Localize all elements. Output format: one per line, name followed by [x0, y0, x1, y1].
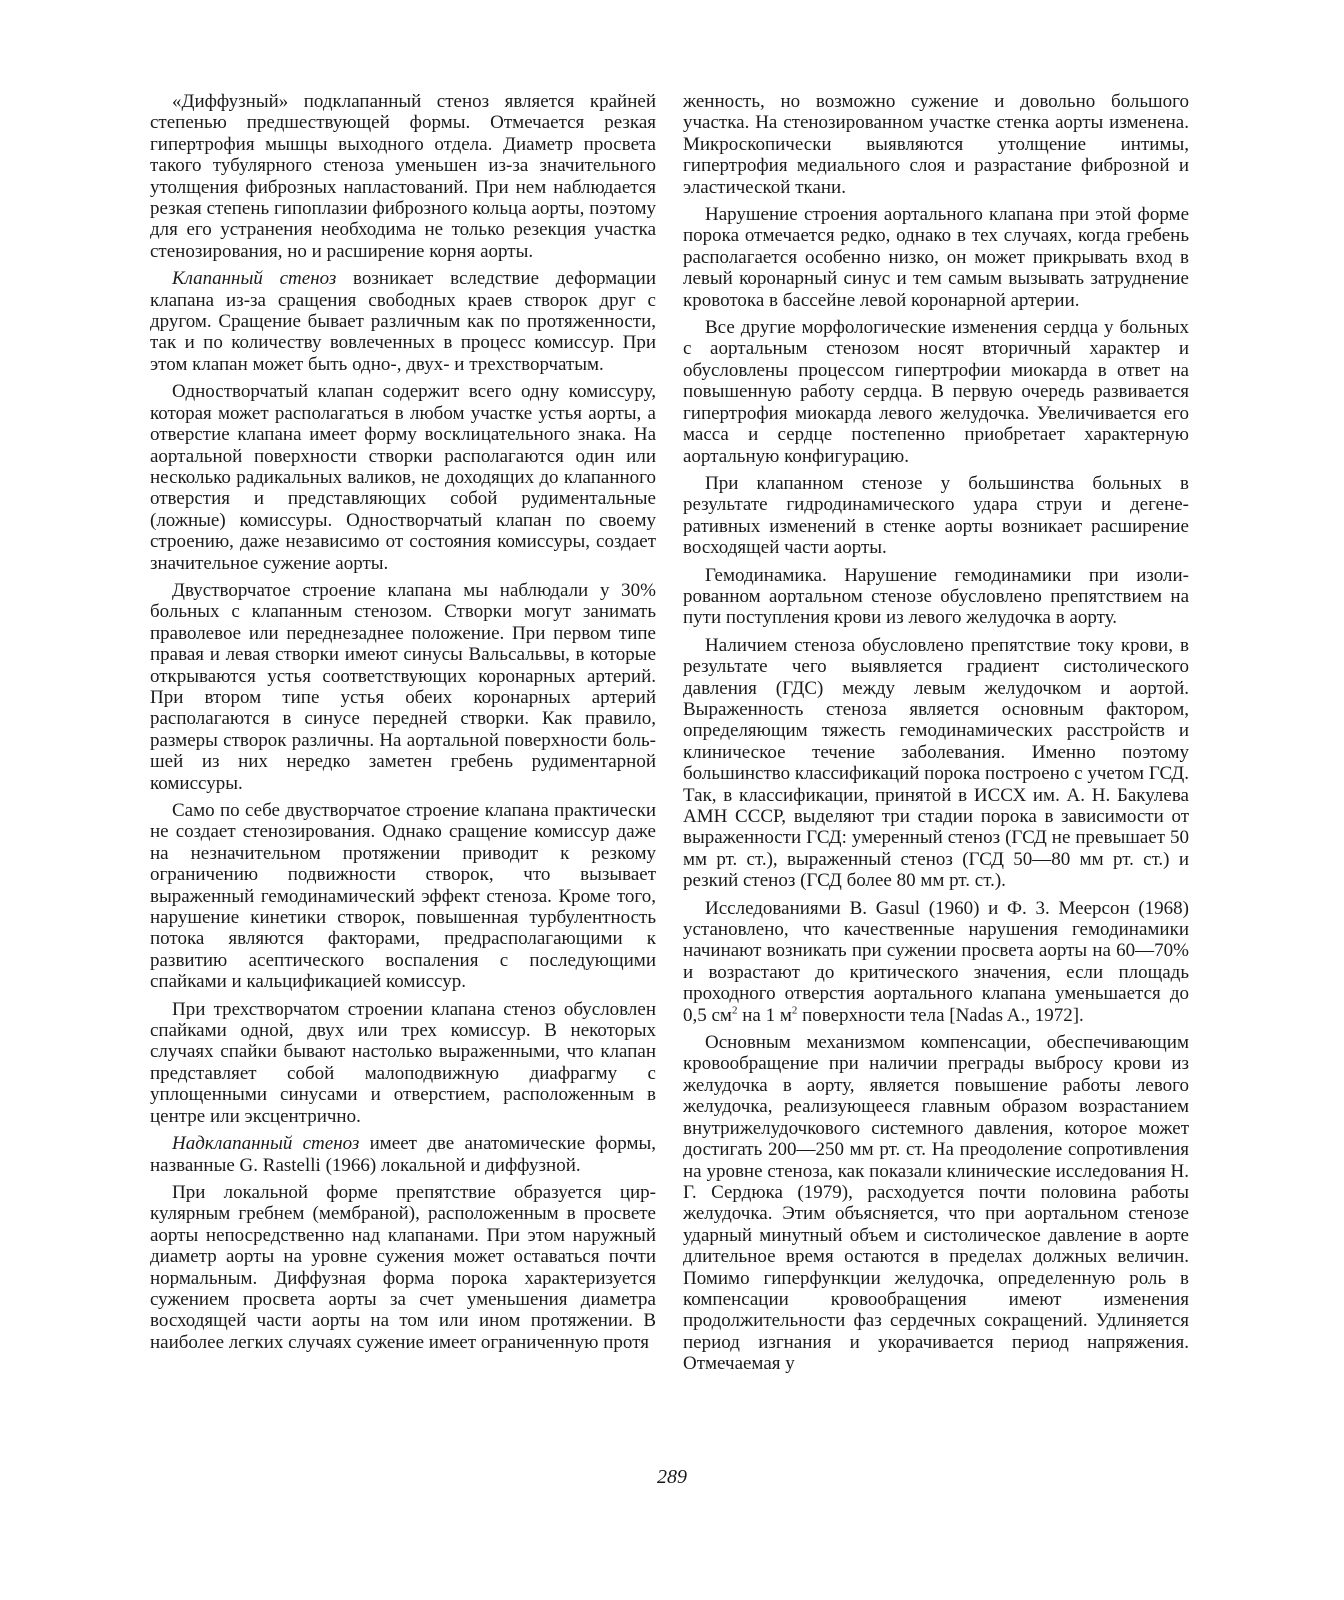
paragraph: При локальной форме препятствие образуется циркулярным гребнем (мембраной), расположенным в просвете аорты непосредственно над клапанами. При этом наружный диаметр аорты на уровне сужения может оставаться почти нормальным. Диффузная форма порока характеризуется сужением просвета аорты за счет уменьшения диаметра восходящей части аорты на том или ином протяжении. В наиболее легких случаях сужение имеет ограниченную протя [150, 1181, 656, 1353]
paragraph-lead: Надклапанный стеноз [172, 1133, 360, 1155]
paragraph: Все другие морфологические изменения сердца у больных с аортальным стенозом носят вторичный характер и обусловлены процессом гипертрофии миокарда в ответ на повышенную работу сердца. В первую очередь развивается гипертрофия миокарда левого желудочка. Увеличивается его масса и сердце постепенно приобретает характерную аортальную конфигурацию. [683, 317, 1189, 467]
superscript: 2 [791, 1004, 798, 1017]
right-column [683, 91, 1189, 1381]
paragraph: Гемодинамика. Нарушение гемодинамики при изолированном аортальном стенозе обусловлено препятствием на пути поступления крови из левого желудочка в аорту. [683, 564, 1189, 629]
paragraph: Наличием стеноза обусловлено препятствие току крови, в результате чего выявляется градиент систолического давления (ГДС) между левым желудочком и аортой. Выраженность стеноза является основным фактором, определяющим тяжесть гемодинамических расстройств и клиническое течение заболевания. Именно поэтому большинство классификаций порока построено с учетом ГСД. Так, в классификации, принятой в ИССХ им. А. Н. Бакулева АМН СССР, выделяют три стадии порока в зависимости от выраженности ГСД: умеренный стеноз (ГСД не превышает 50 мм рт. ст.), выраженный стеноз (ГСД 50—80 мм рт. ст.) и резкий стеноз (ГСД более 80 мм рт. ст.). [683, 634, 1189, 892]
paragraph-body: имеет две анатомические формы, названные G. Rastelli (1966) локальной и диффузной. [150, 1133, 656, 1176]
paragraph-body: возникает вследствие деформации клапана из-за сращения свободных краев створок друг с другом. Сращение бывает различным как по протяженности, так и по количеству вовлеченных в процесс комиссур. При этом клапан может быть одно-, двух- и трехстворчатым. [150, 268, 656, 375]
paragraph: При трехстворчатом строении клапана стеноз обусловлен спайками одной, двух или трех комиссур. В некоторых случаях спайки бывают настолько выраженными, что клапан представляет собой малоподвижную диафрагму с уплощенными синусами и отверстием, расположенным в центре или эксцентрично. [150, 998, 656, 1127]
paragraph [150, 1133, 656, 1176]
paragraph-body: Исследованиями B. Gasul (1960) и Ф. 3. Меерсон (1968) установлено, что качественные нарушения гемодинамики начинают возникать при сужении просвета аорты на 60—70% и возрастают до критического значения, если площадь проходного отверстия аортального клапана уменьшается до 0,5 см [683, 897, 1189, 1026]
page-number: 289 [657, 1466, 687, 1488]
paragraph-lead: Клапанный стеноз [172, 268, 337, 290]
paragraph: Основным механизмом компенсации, обеспечивающим кровообращение при наличии преграды выбросу крови из желудочка в аорту, является повышение работы левого желудочка, реализующееся главным образом возрастанием внутрижелудочкового системного давления, которое может достигать 200—250 мм рт. ст. На преодоление сопротивления на уровне стеноза, как показали клинические исследования Н. Г. Сердюка (1979), расходуется почти половина работы желудочка. Этим объясняется, что при аортальном стенозе ударный минутный объем и систолическое давление в аорте длительное время остаются в пределах должных величин. Помимо гиперфункции желудочка, определенную роль в компенсации кровообращения имеют изменения продолжительности фаз сердечных сокращений. Удлиняется период изгнания и укорачивается период напряжения. Отмечаемая у [683, 1032, 1189, 1375]
paragraph: Само по себе двустворчатое строение клапана практически не создает стенозирования. Однако сращение комиссур даже на незначительном протяжении приводит к резкому ограничению подвижности створок, что вызывает выраженный гемодинамический эффект стеноза. Кроме того, нарушение кинетики створок, повышенная турбулентность потока являются факторами, предрасполагающими к развитию асептического воспаления с последующими спайками и кальцификацией комиссур. [150, 800, 656, 993]
paragraph: женность, но возможно сужение и довольно большого участка. На стенозированном участке стенка аорты изменена. Микроскопически выявляются утолщение интимы, гипертрофия медиального слоя и разрастание фиброзной и эластической ткани. [683, 91, 1189, 198]
paragraph: При клапанном стенозе у большинства больных в результате гидродинамического удара струи и дегенеративных изменений в стенке аорты возникает расширение восходящей части аорты. [683, 472, 1189, 559]
paragraph [683, 898, 1189, 1026]
paragraph [150, 268, 656, 375]
paragraph-body: на 1 м [737, 1004, 792, 1026]
left-column [150, 91, 656, 1359]
paragraph: Нарушение строения аортального клапана при этой форме порока отмечается редко, однако в тех случаях, когда гребень располагается особенно низко, он может прикрывать вход в левый коронарный синус и тем самым вызывать затруднение кровотока в бассейне левой коронарной артерии. [683, 204, 1189, 311]
paragraph: Двустворчатое строение клапана мы наблюдали у 30% больных с клапанным стенозом. Створки могут занимать праволевое или переднезаднее положение. При первом типе правая и левая створки имеют синусы Вальсальвы, в которые открываются устья соответствующих коронарных артерий. При втором типе устья обеих коронарных артерий располагаются в синусе передней створки. Как правило, размеры створок различны. На аортальной поверхности большей из них нередко заметен гребень рудиментарной комиссуры. [150, 579, 656, 794]
paragraph: «Диффузный» подклапанный стеноз является крайней степенью предшествующей формы. Отмечается резкая гипертрофия мышцы выходного отдела. Диаметр просвета такого тубулярного стеноза уменьшен из-за значительного утолщения фиброзных напластований. При нем наблюдается резкая степень гипоплазии фиброзного кольца аорты, поэтому для его устранения необходима не только резекция участка стенозирования, но и расширение корня аорты. [150, 91, 656, 262]
superscript: 2 [731, 1004, 738, 1017]
paragraph: Одностворчатый клапан содержит всего одну комиссуру, которая может располагаться в любом участке устья аорты, а отверстие клапана имеет форму восклицательного знака. На аортальной поверхности створки располагаются один или несколько радикальных валиков, не доходящих до клапанного отверстия и представляющих собой рудиментальные (ложные) комиссуры. Одностворчатый клапан по своему строению, даже независимо от состояния комиссуры, создает значительное сужение аорты. [150, 381, 656, 574]
paragraph-body: поверхности тела [Nadas A., 1972]. [797, 1004, 1084, 1026]
